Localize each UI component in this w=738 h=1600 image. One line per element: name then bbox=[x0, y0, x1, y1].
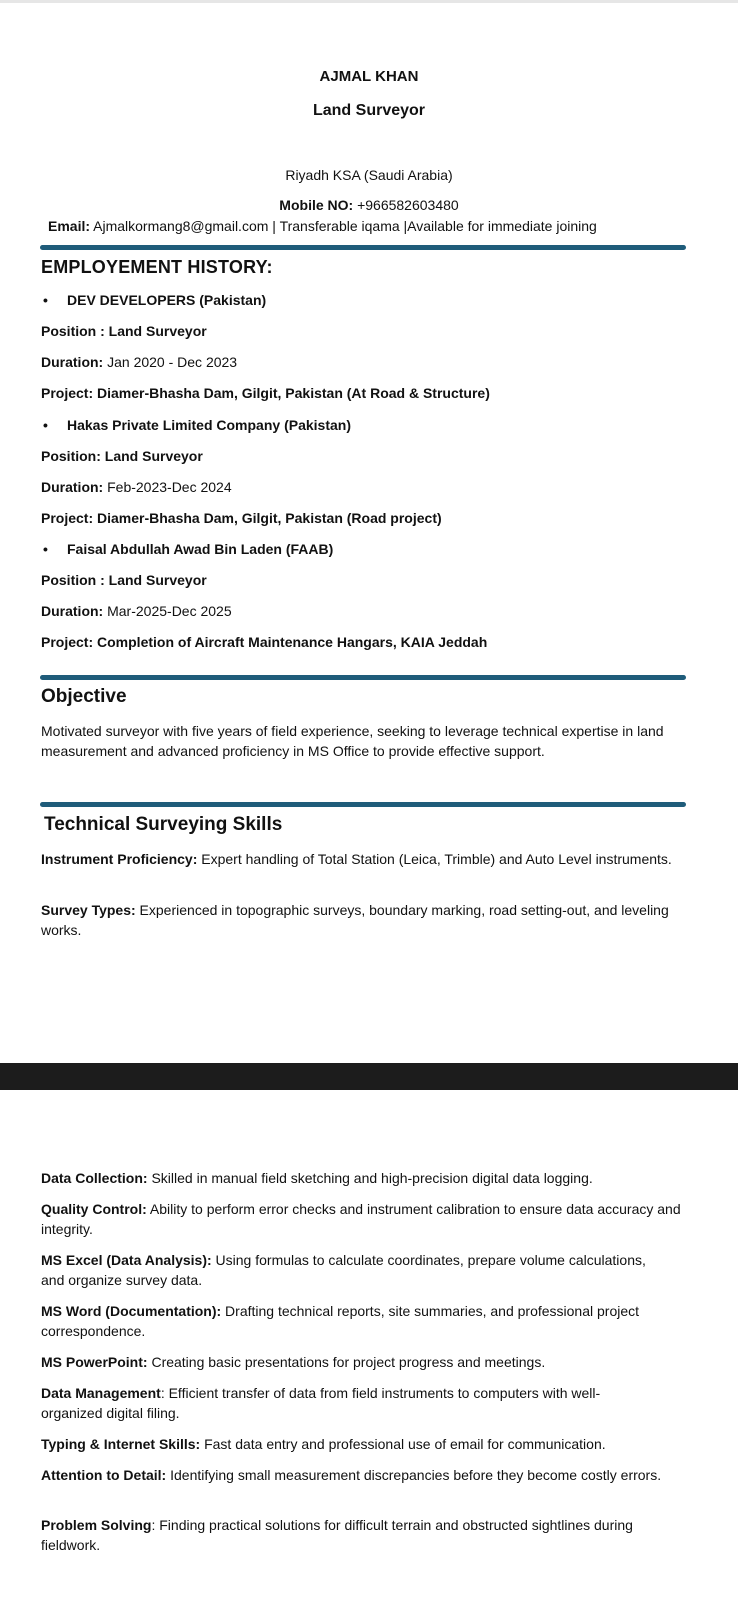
page-break-band bbox=[0, 1063, 738, 1090]
mobile-label: Mobile NO: bbox=[279, 197, 354, 213]
job-project: Project: Completion of Aircraft Maintenance Hangars, KAIA Jeddah bbox=[41, 634, 488, 650]
job-duration: Duration: Jan 2020 - Dec 2023 bbox=[41, 354, 238, 370]
mobile-value: +966582603480 bbox=[353, 197, 459, 213]
email-label: Email: bbox=[48, 218, 91, 234]
job-position: Position: Land Surveyor bbox=[41, 448, 203, 464]
job-duration: Duration: Mar-2025-Dec 2025 bbox=[41, 603, 232, 619]
mobile-line bbox=[0, 197, 738, 213]
skill-item: Quality Control: Ability to perform error checks and instrument calibration to ensure data accuracy and integrity. bbox=[41, 1201, 681, 1237]
candidate-name: AJMAL KHAN bbox=[319, 68, 419, 85]
job-duration: Duration: Feb-2023-Dec 2024 bbox=[41, 479, 232, 495]
email-line bbox=[48, 218, 597, 234]
divider-rule bbox=[40, 245, 686, 250]
email-value[interactable]: Ajmalkormang8@gmail.com | Transferable iqama |Available for immediate joining bbox=[90, 218, 597, 234]
job-position: Position : Land Surveyor bbox=[41, 323, 207, 339]
skills-heading: Technical Surveying Skills bbox=[44, 814, 283, 835]
skill-item: Typing & Internet Skills: Fast data entry and professional use of email for communication. bbox=[41, 1436, 606, 1452]
skill-item: Instrument Proficiency: Expert handling of Total Station (Leica, Trimble) and Auto Level instruments. bbox=[41, 851, 672, 867]
skill-item: MS Word (Documentation): Drafting technical reports, site summaries, and professional project correspondence. bbox=[41, 1303, 640, 1339]
job-company: • DEV DEVELOPERS (Pakistan) bbox=[43, 292, 267, 308]
skill-item: Survey Types: Experienced in topographic surveys, boundary marking, road setting-out, and leveling works. bbox=[41, 902, 669, 938]
divider-rule bbox=[40, 675, 686, 680]
skill-item: Problem Solving: Finding practical solutions for difficult terrain and obstructed sightlines during fieldwork. bbox=[41, 1517, 633, 1553]
skill-item: MS PowerPoint: Creating basic presentations for project progress and meetings. bbox=[41, 1354, 546, 1370]
divider-rule bbox=[40, 802, 686, 807]
bullet-icon: • bbox=[43, 417, 48, 433]
location: Riyadh KSA (Saudi Arabia) bbox=[285, 167, 453, 183]
job-company: • Faisal Abdullah Awad Bin Laden (FAAB) bbox=[43, 541, 334, 557]
page-top-edge bbox=[0, 0, 738, 3]
employment-heading: EMPLOYEMENT HISTORY: bbox=[41, 257, 273, 277]
objective-text: Motivated surveyor with five years of field experience, seeking to leverage technical expertise in land measurement and advanced proficiency in MS Office to provide effective support. bbox=[41, 723, 664, 759]
job-position: Position : Land Surveyor bbox=[41, 572, 207, 588]
skill-item: Data Collection: Skilled in manual field sketching and high-precision digital data logging. bbox=[41, 1170, 593, 1186]
bullet-icon: • bbox=[43, 541, 48, 557]
skill-item: Attention to Detail: Identifying small measurement discrepancies before they become costly errors. bbox=[41, 1467, 662, 1483]
skill-item: MS Excel (Data Analysis): Using formulas to calculate coordinates, prepare volume calculations, and organize survey data. bbox=[41, 1252, 646, 1288]
bullet-icon: • bbox=[43, 292, 48, 308]
skill-item: Data Management: Efficient transfer of data from field instruments to computers with well-organized digital filing. bbox=[41, 1385, 601, 1421]
job-company: • Hakas Private Limited Company (Pakistan) bbox=[43, 417, 351, 433]
candidate-title: Land Surveyor bbox=[312, 102, 426, 119]
job-project: Project: Diamer-Bhasha Dam, Gilgit, Pakistan (At Road & Structure) bbox=[41, 385, 490, 401]
job-project: Project: Diamer-Bhasha Dam, Gilgit, Pakistan (Road project) bbox=[41, 510, 442, 526]
objective-heading: Objective bbox=[41, 686, 127, 707]
